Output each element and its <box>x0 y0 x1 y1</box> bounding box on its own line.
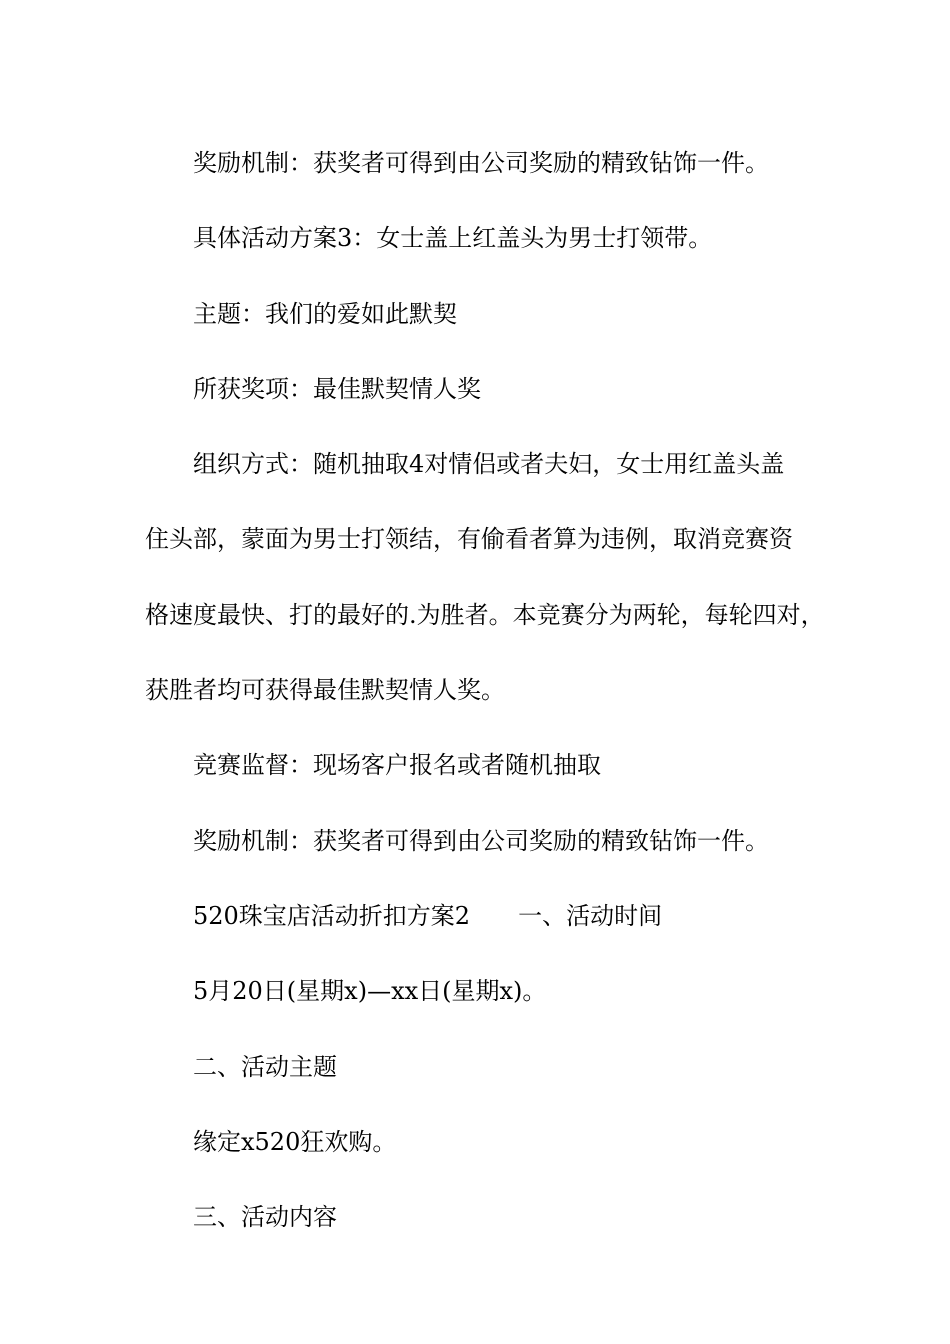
paragraph-award: 所获奖项：最佳默契情人奖 <box>193 374 481 403</box>
paragraph-activity-time: 5月20日(星期x)—xx日(星期x)。 <box>193 977 547 1006</box>
section-2-title: 二、活动主题 <box>193 1052 337 1081</box>
paragraph-activity-plan-3: 具体活动方案3：女士盖上红盖头为男士打领带。 <box>193 224 713 253</box>
paragraph-reward-mechanism-2: 奖励机制：获奖者可得到由公司奖励的精致钻饰一件。 <box>193 826 769 855</box>
paragraph-organization-line-3: 格速度最快、打的最好的.为胜者。本竞赛分为两轮，每轮四对， <box>145 600 825 629</box>
paragraph-organization-line-1: 组织方式：随机抽取4对情侣或者夫妇，女士用红盖头盖 <box>193 450 785 479</box>
paragraph-reward-mechanism: 奖励机制：获奖者可得到由公司奖励的精致钻饰一件。 <box>193 149 769 177</box>
paragraph-activity-theme: 缘定x520狂欢购。 <box>193 1127 397 1156</box>
paragraph-plan-2-heading <box>145 879 825 954</box>
section-3-title: 三、活动内容 <box>193 1203 337 1232</box>
plan-2-title: 520珠宝店活动折扣方案2 <box>193 901 471 930</box>
paragraph-organization-line-4: 获胜者均可获得最佳默契情人奖。 <box>145 676 505 705</box>
paragraph-supervision: 竞赛监督：现场客户报名或者随机抽取 <box>193 751 601 780</box>
paragraph-theme: 主题：我们的爱如此默契 <box>193 299 457 328</box>
document-body <box>145 126 825 1255</box>
section-1-title: 一、活动时间 <box>518 901 663 930</box>
paragraph-organization-line-2: 住头部，蒙面为男士打领结，有偷看者算为违例，取消竞赛资 <box>145 525 793 554</box>
